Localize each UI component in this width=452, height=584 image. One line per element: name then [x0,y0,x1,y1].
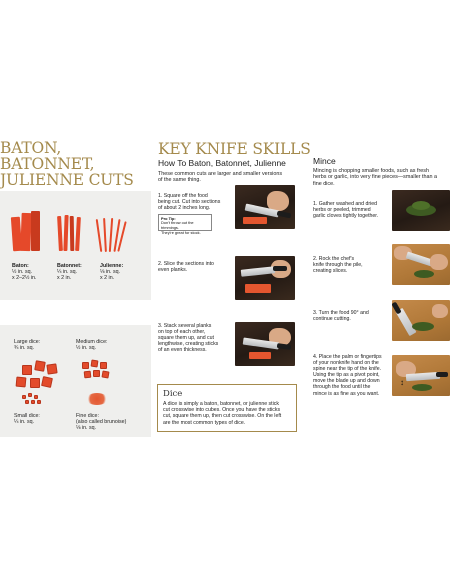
herb-pile [412,201,430,210]
large-dice-cube [41,376,53,388]
baton-size-2: x 2–2½ in. [12,275,37,282]
medium-dice-cube [100,362,107,369]
step-line: move the blade up and down [313,378,380,385]
knife-handle [277,211,292,219]
hand [430,254,448,270]
mince-step-1-photo [392,190,450,231]
step-line: mince is as fine as you want. [313,390,380,397]
baton-howto-subtitle: How To Baton, Batonnet, Julienne [158,158,286,168]
baton-step-2 [158,261,214,273]
step-line: knife through the pile, [313,262,363,269]
large-dice-caption [14,339,40,351]
baton-step-3 [158,323,218,353]
large-dice-cube [22,365,32,375]
mince-step-2 [313,256,363,274]
step-line: 3. Stack several planks [158,323,212,329]
fine-dice-size: ⅛ in. sq. [76,425,97,432]
pro-tip-title: Pro Tip: [161,215,176,221]
large-dice-cube [46,363,57,374]
julienne-label: Julienne: [100,263,124,269]
julienne-stick [109,218,113,252]
intro-line: These common cuts are larger and smaller versions [158,171,283,177]
step-line: lengthwise, creating sticks [158,341,219,348]
medium-dice-cube [101,370,109,378]
fine-dice-label: Fine dice: [76,413,99,419]
knife-handle [436,372,448,377]
dice-info-line: cut, square them up, then cut crosswise. On the left [163,413,282,420]
intro-line: herbs or garlic, into very fine pieces—smaller than a [313,174,438,181]
carrot [249,352,271,359]
step-line: being cut. Cut into sections [158,199,221,206]
pro-tip-box [158,214,212,235]
mince-subtitle: Mince [313,156,336,166]
baton-size-1: ½ in. sq. [12,269,33,276]
julienne-size-2: x 2 in. [100,275,115,282]
julienne-stick [96,219,103,252]
step-line: through the food until the [313,384,371,391]
batonnet-stick [70,216,75,251]
step-line: 1. Gather washed and dried [313,201,378,207]
step-line: spine near the tip of the knife. [313,366,382,373]
baton-stick [20,213,31,251]
step-line: 1. Square off the food [158,193,208,199]
small-dice-caption [14,413,40,425]
baton-caption [12,263,36,282]
batonnet-stick [57,216,63,251]
baton-howto-intro [158,171,282,184]
step-line: continue cutting. [313,316,351,323]
batonnet-size-2: x 2 in. [57,275,72,282]
step-line: 2. Slice the sections into [158,261,214,267]
baton-step-1 [158,193,220,211]
large-dice-label: Large dice: [14,339,41,345]
cuts-photo-panel [0,191,151,300]
step-line: of about 2 inches long. [158,205,211,212]
dice-info-line: are the most common types of dice. [163,419,246,426]
step-line: creating slices. [313,268,348,275]
small-dice-cube [31,400,35,404]
julienne-stick [103,218,107,252]
batonnet-stick [63,215,68,251]
medium-dice-cube [84,371,92,379]
herb-pile [414,270,434,278]
cuts-title-line-2: JULIENNE CUTS [0,171,134,189]
knife-handle [273,266,287,271]
step-line: of an even thickness. [158,347,207,354]
intro-line: of the same thing. [158,177,201,184]
step-line: garlic cloves tightly together. [313,213,379,220]
medium-dice-caption [76,339,108,351]
medium-dice-size: ½ in. sq. [76,345,97,352]
mince-intro [313,168,437,187]
step-line: of your nonknife hand on the [313,360,379,367]
step-2-photo [235,256,295,300]
mince-step-4 [313,354,382,397]
medium-dice-cube [93,370,100,377]
step-3-photo [235,322,295,366]
step-line: herbs or peeled, trimmed [313,207,371,214]
mince-step-3 [313,310,369,322]
batonnet-label: Batonnet: [57,263,82,269]
pivot-arrow-icon: ↕ [400,378,404,387]
small-dice-cube [34,395,38,399]
small-dice-cube [28,393,32,397]
julienne-caption [100,263,123,282]
step-line: square them up, and cut [158,335,214,342]
batonnet-size-1: ¼ in. sq. [57,269,78,276]
mince-step-4-photo [392,355,450,396]
batonnet-stick [75,217,81,251]
pro-tip-line: Don't throw out the trimmings. [161,220,194,231]
dice-info-line: A dice is simply a baton, batonnet, or julienne stick [163,401,279,407]
small-dice-cube [22,395,26,399]
mince-step-1 [313,201,378,219]
small-dice-size: ¼ in. sq. [14,419,35,426]
mince-step-3-photo [392,300,450,341]
batonnet-caption [57,263,82,282]
intro-line: Mincing is chopping smaller foods, such as fresh [313,168,429,174]
large-dice-size: ¾ in. sq. [14,345,35,352]
medium-dice-cube [82,362,89,369]
pro-tip-line: They're great for stock. [161,229,201,235]
dice-info-title: Dice [163,389,183,399]
large-dice-cube [30,378,40,388]
step-line: 4. Place the palm or fingertips [313,354,382,360]
herb-pile [412,384,432,391]
small-dice-label: Small dice: [14,413,40,419]
step-line: Using the tip as a pivot point, [313,372,380,379]
medium-dice-label: Medium dice: [76,339,108,345]
herb-pile [412,322,434,331]
step-line: 2. Rock the chef's [313,256,355,262]
fine-dice-alias: (also called brunoise) [76,419,127,426]
dice-photo-panel [0,325,151,437]
medium-dice-cube [91,360,99,368]
cuts-title-line-1: BATON, BATONNET, [0,139,95,173]
carrot [245,284,271,293]
step-line: on top of each other, [158,329,206,336]
key-knife-skills-title: KEY KNIFE SKILLS [158,140,311,158]
dice-info-box [157,384,297,432]
knife-blade [241,266,276,277]
fine-dice-caption [76,413,126,432]
intro-line: fine dice. [313,180,335,187]
large-dice-cube [34,360,46,372]
fine-dice-pile [86,393,108,405]
dice-info-text [163,401,291,426]
hand [432,304,448,318]
step-1-photo [235,185,295,229]
large-dice-cube [16,377,27,388]
knife-handle [277,343,292,350]
small-dice-cube [37,400,41,404]
baton-label: Baton: [12,263,29,269]
baton-stick [31,211,40,251]
cuts-section-title [0,140,150,188]
julienne-size-1: ⅛ in. sq. [100,269,121,276]
step-line: even planks. [158,267,188,274]
dice-info-line: cut crosswise into cubes. Once you have the sticks [163,407,281,414]
step-line: 3. Turn the food 90° and [313,310,369,316]
mince-step-2-photo [392,244,450,285]
small-dice-cube [25,400,29,404]
carrot [243,217,267,224]
